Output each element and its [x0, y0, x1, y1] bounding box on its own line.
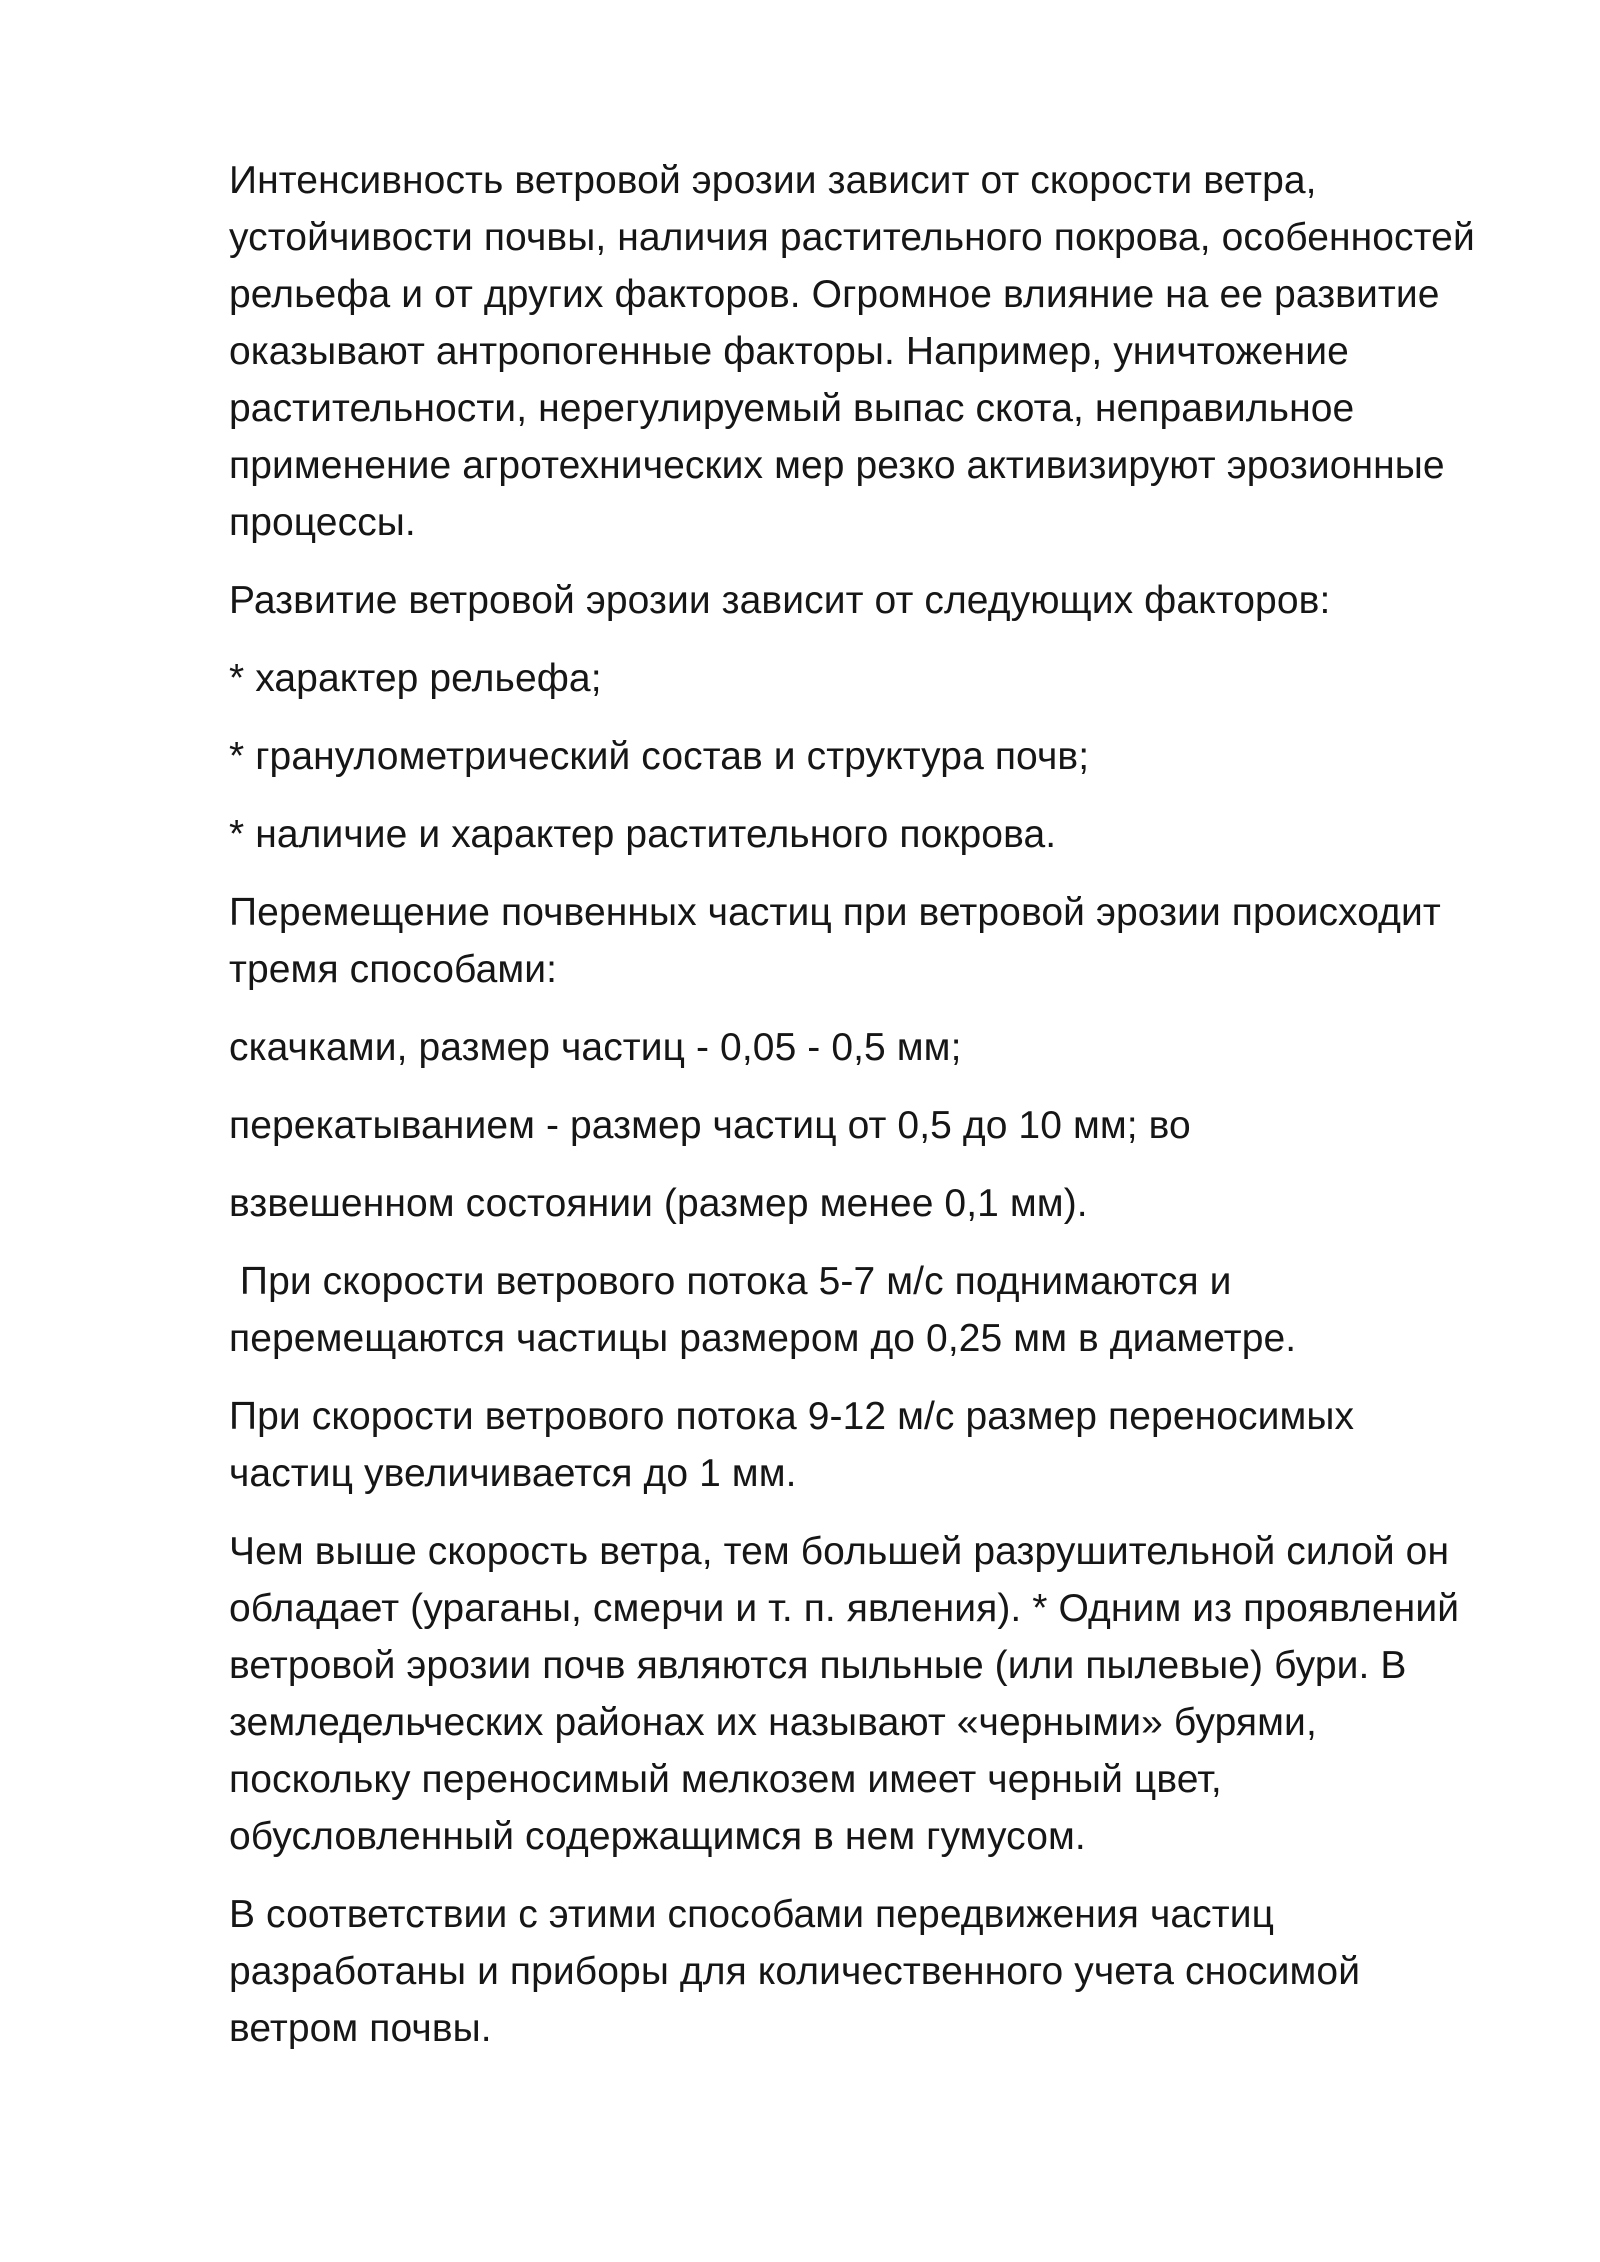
text-line: разработаны и приборы для количественного учета сносимой [229, 1950, 1361, 1993]
text-line: взвешенном состоянии (размер менее 0,1 мм). [229, 1182, 1088, 1225]
text-line: * гранулометрический состав и структура почв; [229, 735, 1090, 778]
text-line: При скорости ветрового потока 5-7 м/с поднимаются и [229, 1260, 1232, 1303]
paragraph-saltation [229, 1019, 1499, 1076]
text-line: земледельческих районах их называют «черными» бурями, [229, 1701, 1317, 1744]
paragraph-suspension [229, 1175, 1499, 1232]
paragraph-dust-storms [229, 1523, 1499, 1865]
paragraph-speed-5-7 [229, 1253, 1499, 1367]
text-line: растительности, нерегулируемый выпас скота, неправильное [229, 387, 1355, 430]
text-line: * наличие и характер растительного покрова. [229, 813, 1057, 856]
paragraph-movement-ways [229, 884, 1499, 998]
text-line: тремя способами: [229, 948, 558, 991]
list-item-vegetation [229, 806, 1499, 863]
text-line: устойчивости почвы, наличия растительного покрова, особенностей [229, 216, 1475, 259]
text-line: обусловленный содержащимся в нем гумусом. [229, 1815, 1086, 1858]
text-line: Перемещение почвенных частиц при ветровой эрозии происходит [229, 891, 1441, 934]
text-line: обладает (ураганы, смерчи и т. п. явления). * Одним из проявлений [229, 1587, 1460, 1630]
text-line: В соответствии с этими способами передвижения частиц [229, 1893, 1275, 1936]
text-line: При скорости ветрового потока 9-12 м/с размер переносимых [229, 1395, 1355, 1438]
text-line: поскольку переносимый мелкозем имеет черный цвет, [229, 1758, 1222, 1801]
text-line: ветровой эрозии почв являются пыльные (или пылевые) бури. В [229, 1644, 1407, 1687]
text-line: применение агротехнических мер резко активизируют эрозионные [229, 444, 1445, 487]
text-line: частиц увеличивается до 1 мм. [229, 1452, 797, 1495]
paragraph-instruments [229, 1886, 1499, 2057]
text-line: Развитие ветровой эрозии зависит от следующих факторов: [229, 579, 1331, 622]
paragraph-factors-intro [229, 572, 1499, 629]
text-line: скачками, размер частиц - 0,05 - 0,5 мм; [229, 1026, 962, 1069]
document-body [229, 152, 1499, 2078]
paragraph-rolling [229, 1097, 1499, 1154]
text-line: Чем выше скорость ветра, тем большей разрушительной силой он [229, 1530, 1450, 1573]
text-line: перемещаются частицы размером до 0,25 мм в диаметре. [229, 1317, 1297, 1360]
paragraph-speed-9-12 [229, 1388, 1499, 1502]
text-line: ветром почвы. [229, 2007, 492, 2050]
text-line: процессы. [229, 501, 416, 544]
list-item-granulometry [229, 728, 1499, 785]
text-line: оказывают антропогенные факторы. Например, уничтожение [229, 330, 1349, 373]
text-line: * характер рельефа; [229, 657, 602, 700]
list-item-relief [229, 650, 1499, 707]
text-line: рельефа и от других факторов. Огромное влияние на ее развитие [229, 273, 1440, 316]
text-line: перекатыванием - размер частиц от 0,5 до 10 мм; во [229, 1104, 1191, 1147]
text-line: Интенсивность ветровой эрозии зависит от скорости ветра, [229, 159, 1317, 202]
paragraph-intensity [229, 152, 1499, 551]
